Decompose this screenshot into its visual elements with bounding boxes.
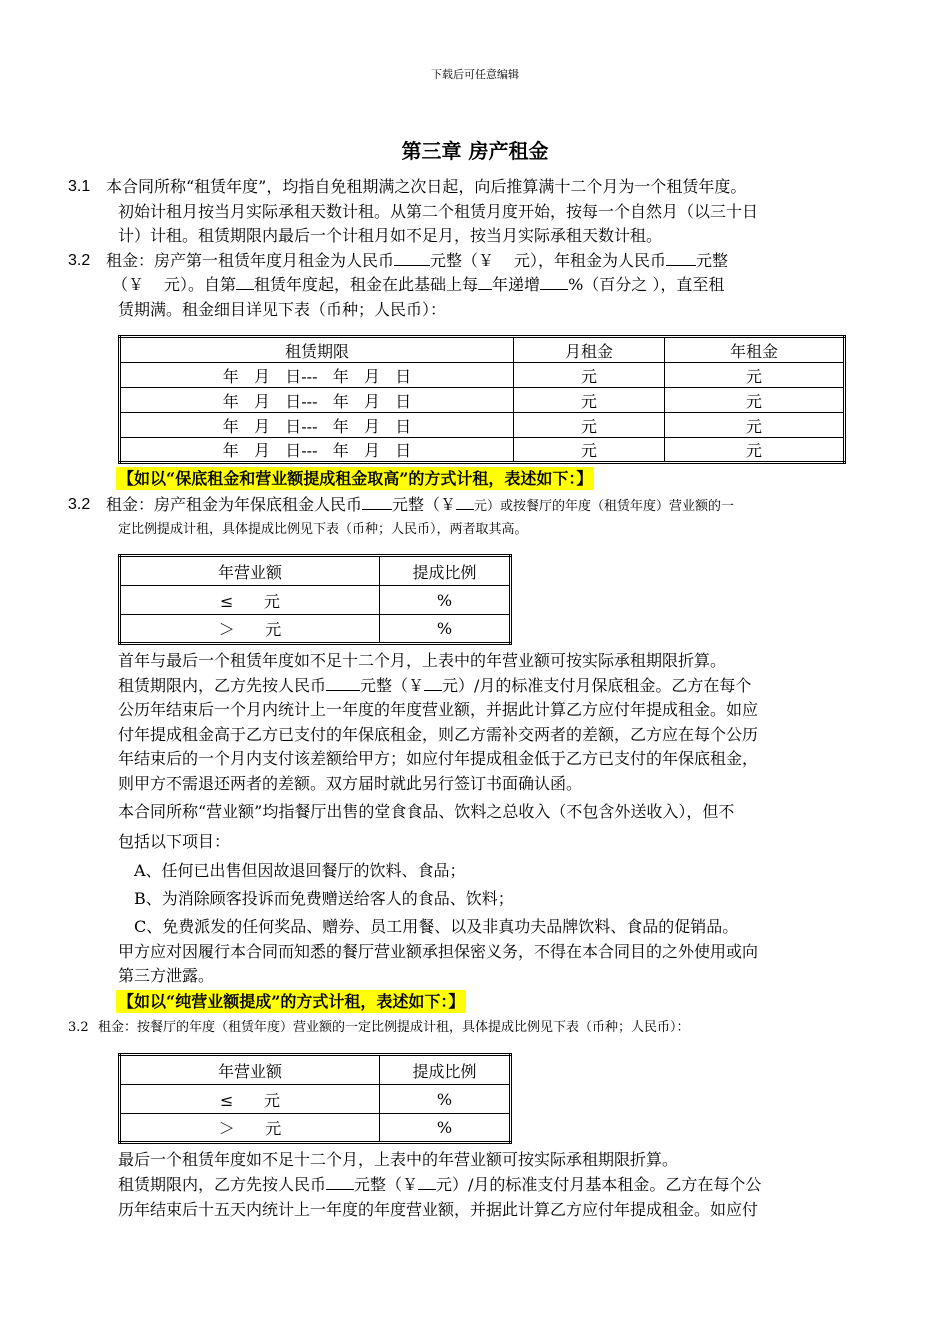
paragraph-line: 赁期满。租金细目详见下表（币种；人民币）： [118,300,447,319]
table-header: 年营业额 [120,556,380,586]
paragraph-line: 计）计租。租赁期限内最后一个计租月如不足月，按当月实际承租天数计租。 [118,226,663,245]
paragraph-line: 定比例提成计租，具体提成比例见下表（币种；人民币），两者取其高。 [118,522,528,537]
paragraph-line: 包括以下项目： [118,832,231,851]
section-number: 3.1 [68,178,91,195]
commission-table [118,1053,512,1144]
paragraph-line: 付年提成租金高于乙方已支付的年保底租金，则乙方需补交两者的差额，乙方应在每个公历 [118,725,759,744]
paragraph-line: （￥ 元）。自第 租赁年度起，租金在此基础上每 年递增 %（百分之 ），直至租 [112,275,725,294]
list-item: B、为消除顾客投诉而免费赠送给客人的食品、饮料； [134,889,514,908]
table-header: 年租金 [665,337,845,363]
section-number: 3.2 [68,1020,89,1035]
table-row: ＞ 元 % [120,1114,511,1143]
table-header: 提成比例 [380,1055,511,1085]
table-header: 提成比例 [380,556,511,586]
paragraph-line: 公历年结束后一个月内统计上一年度的年度营业额，并据此计算乙方应付年提成租金。如应 [118,700,759,719]
list-item: C、免费派发的任何奖品、赠券、员工用餐、以及非真功夫品牌饮料、食品的促销品。 [134,917,739,936]
paragraph-line: 租赁期限内，乙方先按人民币 元整（￥ 元）/月的标准支付月基本租金。乙方在每个公 [118,1175,762,1194]
paragraph-line: 租金：按餐厅的年度（租赁年度）营业额的一定比例提成计租，具体提成比例见下表（币种；人民币）： [98,1020,690,1035]
paragraph-line: 租金：房产租金为年保底租金人民币 元整（￥ 元）或按餐厅的年度（租赁年度）营业额的一 [106,495,735,514]
list-item: A、任何已出售但因故退回餐厅的饮料、食品； [134,861,466,880]
table-row: 年 月 日--- 年 月 日 元 元 [120,413,845,438]
table-row: 年 月 日--- 年 月 日 元 元 [120,363,845,388]
table-header: 月租金 [514,337,665,363]
chapter-title: 第三章 房产租金 [401,139,549,163]
paragraph-line: 租金：房产第一租赁年度月租金为人民币 元整（￥ 元），年租金为人民币 元整 [106,251,729,270]
rent-schedule-table [118,335,846,464]
paragraph-line: 最后一个租赁年度如不足十二个月，上表中的年营业额可按实际承租期限折算。 [118,1150,679,1169]
paragraph-line: 初始计租月按当月实际承租天数计租。从第二个租赁月度开始，按每一个自然月（以三十日 [118,202,759,221]
section-number: 3.2 [68,252,91,269]
paragraph-line: 首年与最后一个租赁年度如不足十二个月，上表中的年营业额可按实际承租期限折算。 [118,651,727,670]
table-row: 年 月 日--- 年 月 日 元 元 [120,388,845,413]
paragraph-line: 年结束后的一个月内支付该差额给甲方；如应付年提成租金低于乙方已支付的年保底租金， [118,749,759,768]
paragraph-line: 本合同所称“营业额”均指餐厅出售的堂食食品、饮料之总收入（不包含外送收入），但不 [118,802,735,821]
table-row: ＞ 元 % [120,615,511,644]
highlight-note: 【如以“纯营业额提成”的方式计租，表述如下：】 [118,992,465,1011]
section-number: 3.2 [68,496,91,513]
highlight-note: 【如以“保底租金和营业额提成租金取高”的方式计租，表述如下：】 [118,469,593,488]
commission-table [118,554,512,645]
paragraph-line: 租赁期限内，乙方先按人民币 元整（￥ 元）/月的标准支付月保底租金。乙方在每个 [118,676,752,695]
table-header: 租赁期限 [120,337,514,363]
table-header: 年营业额 [120,1055,380,1085]
paragraph-line: 本合同所称“租赁年度”，均指自免租期满之次日起，向后推算满十二个月为一个租赁年度。 [106,177,747,196]
paragraph-line: 则甲方不需退还两者的差额。双方届时就此另行签订书面确认函。 [118,774,583,793]
table-row: ≤ 元 % [120,586,511,615]
table-row: 年 月 日--- 年 月 日 元 元 [120,438,845,463]
paragraph-line: 第三方泄露。 [118,966,215,985]
table-row: ≤ 元 % [120,1085,511,1114]
paragraph-line: 甲方应对因履行本合同而知悉的餐厅营业额承担保密义务，不得在本合同目的之外使用或向 [118,942,759,961]
paragraph-line: 历年结束后十五天内统计上一年度的年度营业额，并据此计算乙方应付年提成租金。如应付 [118,1200,759,1219]
page-header: 下载后可任意编辑 [431,68,519,81]
